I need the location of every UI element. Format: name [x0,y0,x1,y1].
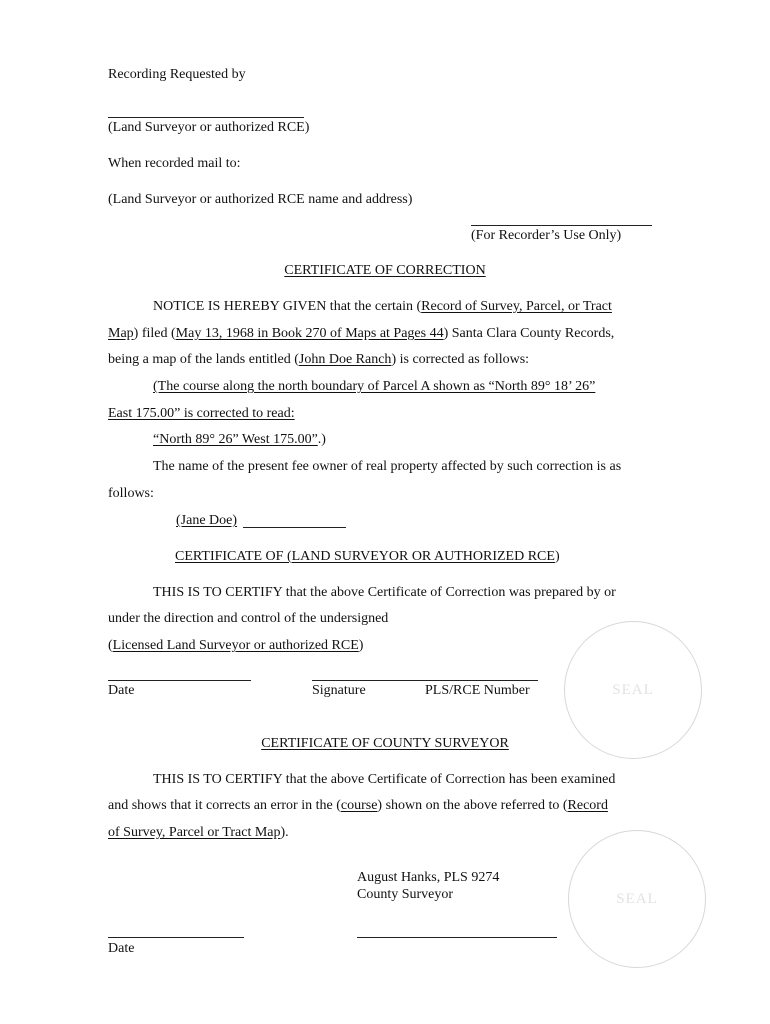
record-text: Record [567,798,608,813]
surveyor-date-label: Date [108,683,135,698]
notice-line-1 [153,299,612,315]
county-date-label: Date [108,941,135,956]
county-cert-title [0,736,770,752]
surveyor-cert-title-b: ) [554,549,560,564]
lands-entitled-text: being a map of the lands entitled ( [108,352,299,367]
county-cert-title-text: CERTIFICATE OF COUNTY SURVEYOR [261,736,509,751]
signature-label: Signature [312,683,366,698]
pls-number-label: PLS/RCE Number [425,683,530,698]
correction-title [0,263,770,279]
county-signature-line [357,937,557,938]
corrects-error-text: and shows that it corrects an error in the ( [108,798,341,813]
requested-by-line [108,117,304,118]
corrected-course-text: “North 89° 26” West 175.00” [153,432,318,447]
county-surveyor-title: County Surveyor [357,887,454,902]
county-records-text: ) Santa Clara County Records, [443,326,615,341]
surveyor-label: (Land Surveyor or authorized RCE) [108,120,310,135]
record-type-text: Record of Survey, Parcel, or Tract [421,299,612,314]
county-seal-text: SEAL [616,890,658,907]
surveyor-cert-line-2: under the direction and control of the undersigned [108,611,389,626]
course-line-1: (The course along the north boundary of Parcel A shown as “North 89° 18’ 26” [153,379,596,394]
notice-line-3 [108,352,529,368]
record-type-text-cont: Map [108,326,134,341]
correction-title-text: CERTIFICATE OF CORRECTION [284,263,486,278]
surveyor-cert-line-1: THIS IS TO CERTIFY that the above Certificate of Correction was prepared by or [153,585,616,600]
surveyor-cert-title [175,549,560,565]
survey-map-text: of Survey, Parcel or Tract Map [108,825,281,840]
county-cert-end-text: ). [280,825,289,840]
mail-to-label: When recorded mail to: [108,156,241,171]
name-address-label: (Land Surveyor or authorized RCE name and address) [108,192,413,207]
course-end-text: .) [317,432,326,447]
licensed-text: Licensed Land Surveyor or authorized RCE [112,638,359,653]
recorder-use-label: (For Recorder’s Use Only) [471,228,622,243]
county-surveyor-name: August Hanks, PLS 9274 [357,870,500,885]
referred-to-text: ) shown on the above referred to ( [377,798,568,813]
county-date-line [108,937,244,938]
surveyor-date-line [108,680,251,681]
ranch-name-text: John Doe Ranch [298,352,392,367]
recording-requested-label: Recording Requested by [108,67,246,82]
corrected-as-follows-text: ) is corrected as follows: [391,352,530,367]
recorder-use-line [471,225,652,226]
county-cert-line-1: THIS IS TO CERTIFY that the above Certificate of Correction has been examined [153,772,616,787]
course-text: course [340,798,378,813]
county-cert-line-3 [108,825,289,841]
owner-line-1: The name of the present fee owner of real property affected by such correction is as [153,459,622,474]
course-line-2: East 175.00” is corrected to read: [108,406,295,421]
surveyor-cert-title-a: CERTIFICATE OF ( [175,549,292,564]
signature-line [312,680,538,681]
owner-line-2: follows: [108,486,154,501]
notice-text: NOTICE IS HEREBY GIVEN that the certain ( [153,299,422,314]
surveyor-seal-text: SEAL [612,681,654,698]
notice-line-2 [108,326,614,342]
filed-text: ) filed ( [133,326,176,341]
surveyor-cert-title-link: LAND SURVEYOR OR AUTHORIZED RCE [291,549,555,564]
owner-name: (Jane Doe) [176,513,238,528]
county-seal [568,830,706,968]
filing-date-text: May 13, 1968 in Book 270 of Maps at Pages 44 [175,326,444,341]
owner-name-line [243,527,346,528]
course-line-3 [153,432,326,448]
county-cert-line-2 [108,798,608,814]
licensed-line: (Licensed Land Surveyor or authorized RCE) [108,638,364,653]
